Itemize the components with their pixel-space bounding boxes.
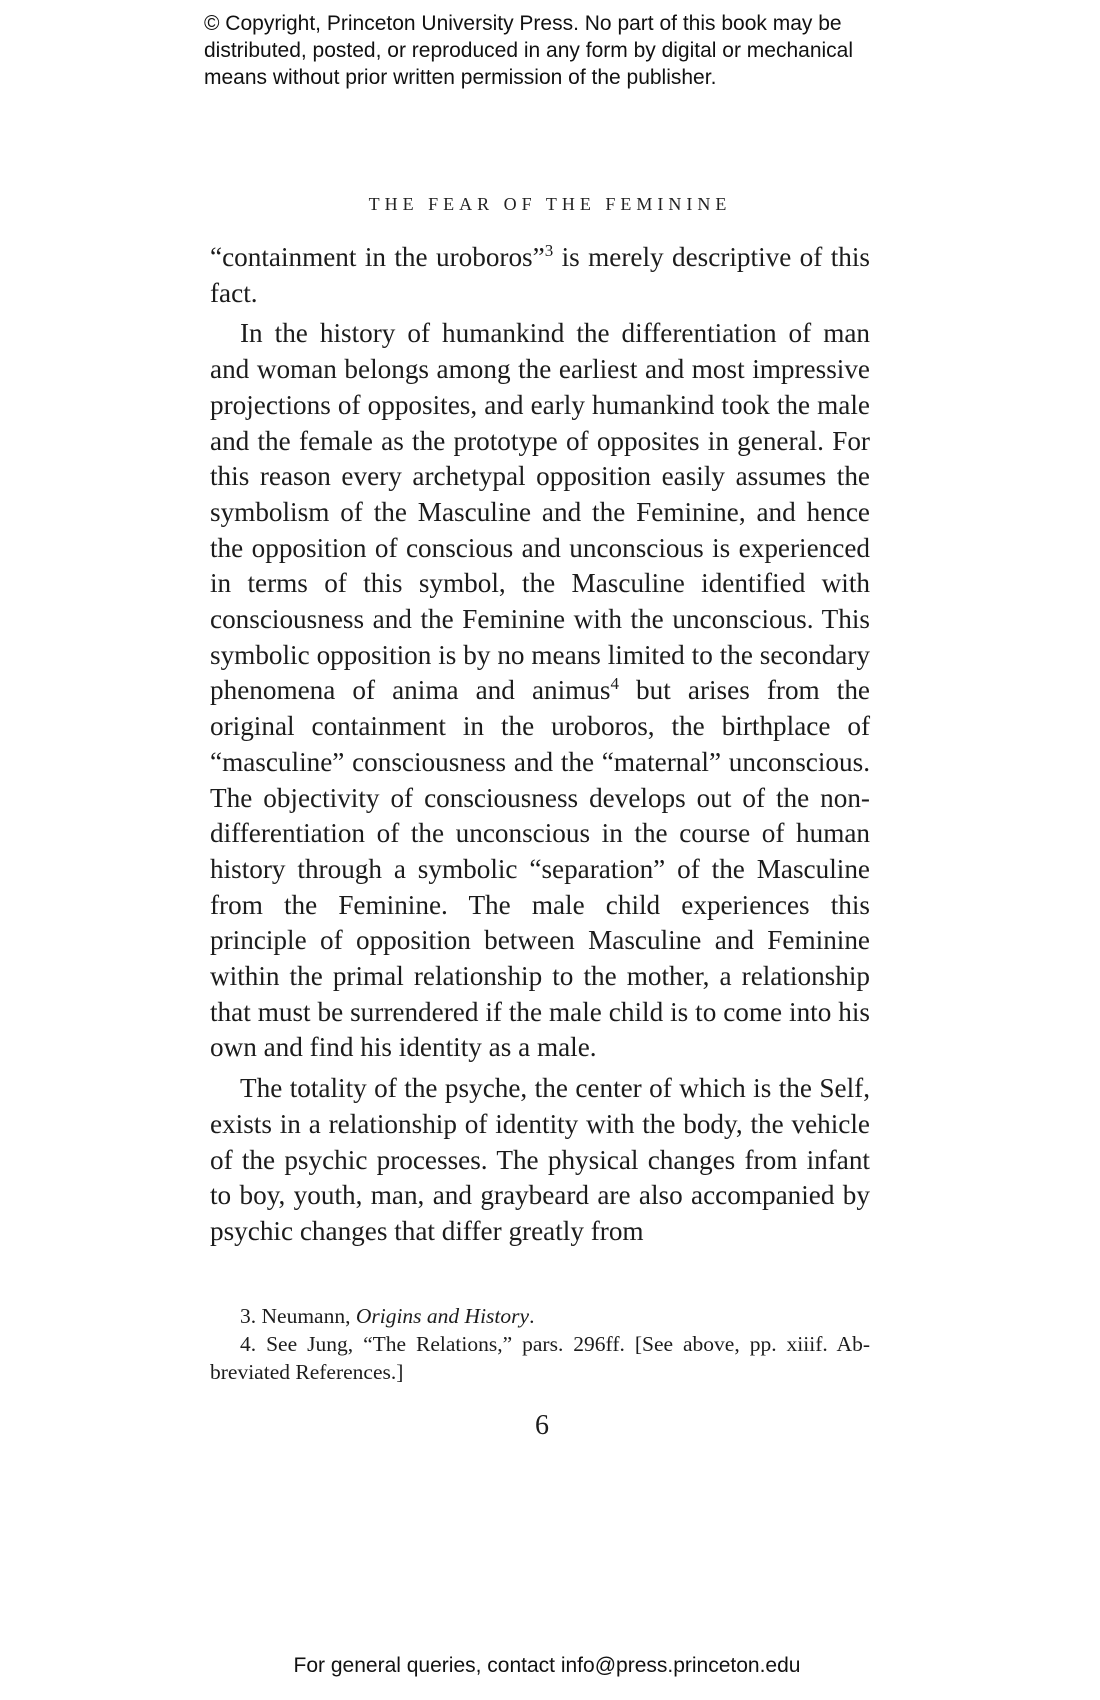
footnotes bbox=[210, 1302, 870, 1386]
running-head: THE FEAR OF THE FEMININE bbox=[368, 194, 732, 214]
copyright-line-1: © Copyright, Princeton University Press. No part of this book may be bbox=[204, 12, 842, 35]
footnote-ref-4[interactable]: 4 bbox=[610, 674, 619, 694]
paragraph-1-text: “containment in the uroboros” bbox=[210, 242, 545, 272]
footnote-3-title: Origins and History bbox=[355, 1304, 530, 1328]
copyright-line-3: means without prior written permission of the publisher. bbox=[204, 66, 717, 89]
footnote-3-prefix: 3. Neumann, bbox=[240, 1304, 356, 1328]
copyright-notice bbox=[204, 10, 924, 91]
footnote-4: 4. See Jung, “The Relations,” pars. 296ff. [See above, pp. xiiif. Abbreviated References.] bbox=[210, 1332, 870, 1384]
footnote-3-suffix: . bbox=[529, 1304, 535, 1328]
copyright-line-2: distributed, posted, or reproduced in any form by digital or mechanical bbox=[204, 39, 854, 62]
footnote-ref-3[interactable]: 3 bbox=[544, 241, 554, 260]
paragraph-2 bbox=[210, 316, 870, 1066]
paragraph-3: The totality of the psyche, the center of which is the Self, exists in a relationship of identity with the body, the vehicle of the psychic processes. The physical changes from infant to boy, youth, man, and graybeard are also accompanied by psychic changes that differ greatly from bbox=[210, 1073, 870, 1246]
paragraph-2-text: In the history of humankind the differentiation of man and woman belongs among the earliest and most impressive projections of opposites, and early humankind took the male and the female as the prototype of opposites in general. For this reason every archetypal opposition easily assumes the symbolism of the Masculine and the Feminine, and hence the opposition of conscious and unconscious is experienced in terms of this symbol, the Masculine identified with consciousness and the Feminine with the unconscious. This symbolic opposition is by no means limited to the secondary phenomena of anima and animus bbox=[210, 318, 870, 706]
paragraph-1 bbox=[210, 240, 870, 311]
paragraph-2-text-cont: but arises from the original containment in the uroboros, the birthplace of “masculine” consciousness and the “maternal” unconscious. The objectivity of consciousness develops out of the non-differentiation of the unconscious in the course of human history through a symbolic “separation” of the Masculine from the Feminine. The male child experiences this principle of opposition between Masculine and Feminine within the primal relationship to the mother, a relationship that must be surrendered if the male child is to come into his own and find his identity as a male. bbox=[210, 675, 870, 1063]
paragraph-1-text-cont: is merely descriptive of this fact. bbox=[210, 242, 870, 308]
footer-contact: For general queries, contact info@press.princeton.edu bbox=[293, 1654, 801, 1677]
body-text bbox=[210, 240, 870, 1255]
page-number: 6 bbox=[535, 1410, 549, 1441]
footnote-3 bbox=[210, 1302, 870, 1330]
